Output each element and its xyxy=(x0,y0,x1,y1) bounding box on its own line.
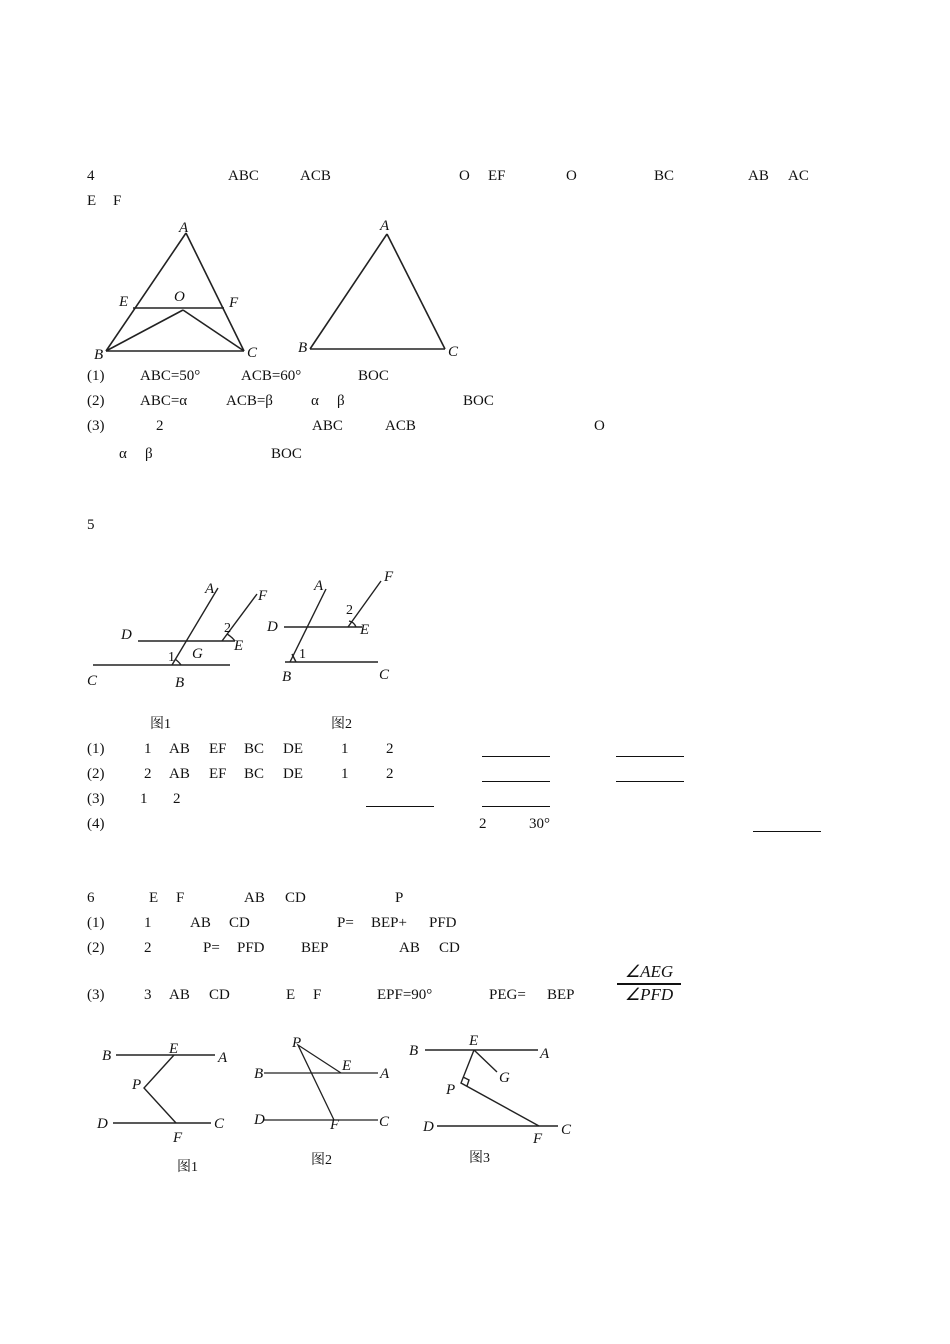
fraction-numerator: ∠AEG xyxy=(617,962,681,985)
q4-text: F xyxy=(113,193,122,209)
q4-text: ACB=60° xyxy=(241,368,302,384)
q6-text: PEG= xyxy=(489,987,526,1003)
label-E: E xyxy=(234,638,244,654)
part-label: (2) xyxy=(87,393,105,409)
q4-text: BOC xyxy=(271,446,302,462)
q5-text: 2 xyxy=(386,766,394,782)
q6-text: 1 xyxy=(144,915,152,931)
angle-1-label: 1 xyxy=(299,647,306,662)
q6-text: EPF=90° xyxy=(377,987,433,1003)
q5-text: 2 xyxy=(144,766,152,782)
q5-text: 1 xyxy=(341,741,349,757)
q6-text: CD xyxy=(229,915,250,931)
label-D: D xyxy=(121,627,132,643)
part-label: (2) xyxy=(87,940,105,956)
label-C: C xyxy=(379,1114,390,1130)
q6-number: 6 xyxy=(87,890,95,906)
q6-text: CD xyxy=(439,940,460,956)
q6-text: PFD xyxy=(237,940,265,956)
part-label: (2) xyxy=(87,766,105,782)
q5-text: BC xyxy=(244,741,265,757)
q4-text: ABC=α xyxy=(140,393,188,409)
q6-text: CD xyxy=(285,890,306,906)
q5-text: EF xyxy=(209,741,227,757)
q6-text: E xyxy=(149,890,159,906)
label-A: A xyxy=(205,581,215,597)
label-E: E xyxy=(119,294,129,310)
q4-text: BOC xyxy=(463,393,494,409)
label-E: E xyxy=(360,622,370,638)
label-F: F xyxy=(229,295,239,311)
angle-2-label: 2 xyxy=(346,603,353,618)
q5-text: 30° xyxy=(529,816,550,832)
q6-text: AB xyxy=(190,915,211,931)
label-C: C xyxy=(561,1122,572,1138)
q6-text: AB xyxy=(399,940,420,956)
q6-text: CD xyxy=(209,987,230,1003)
q4-text: AB xyxy=(748,168,769,184)
label-D: D xyxy=(97,1116,108,1132)
label-E: E xyxy=(342,1058,352,1074)
label-C: C xyxy=(247,345,258,361)
q5-text: BC xyxy=(244,766,265,782)
label-P: P xyxy=(446,1082,456,1098)
label-P: P xyxy=(132,1077,142,1093)
q5-text: DE xyxy=(283,741,303,757)
q4-text: AC xyxy=(788,168,809,184)
q5-text: 2 xyxy=(173,791,181,807)
label-F: F xyxy=(173,1130,183,1146)
part-label: (1) xyxy=(87,915,105,931)
label-A: A xyxy=(314,578,324,594)
figure-caption: 图2 xyxy=(311,1153,332,1168)
q4-text: O xyxy=(566,168,577,184)
q4-text: ACB xyxy=(300,168,331,184)
figure-caption: 图1 xyxy=(177,1160,198,1175)
q5-text: DE xyxy=(283,766,303,782)
figure-caption: 图2 xyxy=(331,717,352,732)
angle-1-label: 1 xyxy=(168,650,175,665)
label-A: A xyxy=(540,1046,550,1062)
q5-text: 1 xyxy=(144,741,152,757)
q4-text: ACB xyxy=(385,418,416,434)
q6-text: P= xyxy=(203,940,220,956)
q4-text: BOC xyxy=(358,368,389,384)
label-B: B xyxy=(409,1043,419,1059)
q4-text: ABC xyxy=(228,168,259,184)
q5-text: 1 xyxy=(341,766,349,782)
label-C: C xyxy=(214,1116,225,1132)
q4-text: ACB=β xyxy=(226,393,273,409)
label-C: C xyxy=(448,344,459,360)
label-O: O xyxy=(174,289,185,305)
label-D: D xyxy=(254,1112,265,1128)
q6-text: 3 xyxy=(144,987,152,1003)
q6-text: AB xyxy=(169,987,190,1003)
label-B: B xyxy=(282,669,292,685)
q4-text: 2 xyxy=(156,418,164,434)
label-F: F xyxy=(258,588,268,604)
label-F: F xyxy=(533,1131,543,1147)
label-G: G xyxy=(499,1070,510,1086)
fraction-denominator: ∠PFD xyxy=(624,985,674,1004)
q6-text: F xyxy=(313,987,322,1003)
part-label: (3) xyxy=(87,791,105,807)
q5-text: AB xyxy=(169,741,190,757)
q4-text: EF xyxy=(488,168,506,184)
label-A: A xyxy=(218,1050,228,1066)
figure-caption: 图3 xyxy=(469,1151,490,1166)
label-D: D xyxy=(423,1119,434,1135)
q5-text: 1 xyxy=(140,791,148,807)
q4-text: β xyxy=(145,446,153,462)
q5-text: EF xyxy=(209,766,227,782)
part-label: (3) xyxy=(87,987,105,1003)
q4-text: O xyxy=(594,418,605,434)
part-label: (4) xyxy=(87,816,105,832)
q6-text: 2 xyxy=(144,940,152,956)
q4-text: O xyxy=(459,168,470,184)
figure-caption: 图1 xyxy=(150,717,171,732)
angle-2-label: 2 xyxy=(224,621,231,636)
q4-text: ABC=50° xyxy=(140,368,201,384)
q5-number: 5 xyxy=(87,517,95,533)
label-A: A xyxy=(179,220,189,236)
q6-text: E xyxy=(286,987,296,1003)
label-C: C xyxy=(87,673,98,689)
label-B: B xyxy=(175,675,185,691)
part-label: (3) xyxy=(87,418,105,434)
q5-text: 2 xyxy=(479,816,487,832)
q6-text: AB xyxy=(244,890,265,906)
q6-text: BEP xyxy=(547,987,575,1003)
label-A: A xyxy=(380,218,390,234)
q4-number: 4 xyxy=(87,168,95,184)
q6-text: BEP xyxy=(301,940,329,956)
label-F: F xyxy=(330,1117,340,1133)
label-B: B xyxy=(102,1048,112,1064)
q4-text: E xyxy=(87,193,97,209)
q4-text: BC xyxy=(654,168,675,184)
q4-text: α xyxy=(119,446,127,462)
label-D: D xyxy=(267,619,278,635)
q6-text: P xyxy=(395,890,404,906)
label-B: B xyxy=(94,347,104,363)
q6-text: F xyxy=(176,890,185,906)
label-E: E xyxy=(169,1041,179,1057)
label-C: C xyxy=(379,667,390,683)
q6-text: BEP+ xyxy=(371,915,407,931)
label-A: A xyxy=(380,1066,390,1082)
q5-text: AB xyxy=(169,766,190,782)
part-label: (1) xyxy=(87,368,105,384)
part-label: (1) xyxy=(87,741,105,757)
q6-text: PFD xyxy=(429,915,457,931)
label-G: G xyxy=(192,646,203,662)
label-P: P xyxy=(292,1035,302,1051)
q4-text: ABC xyxy=(312,418,343,434)
q6-text: P= xyxy=(337,915,354,931)
q4-text: α xyxy=(311,393,319,409)
label-E: E xyxy=(469,1033,479,1049)
q4-text: β xyxy=(337,393,345,409)
label-F: F xyxy=(384,569,394,585)
label-B: B xyxy=(254,1066,264,1082)
label-B: B xyxy=(298,340,308,356)
q5-text: 2 xyxy=(386,741,394,757)
